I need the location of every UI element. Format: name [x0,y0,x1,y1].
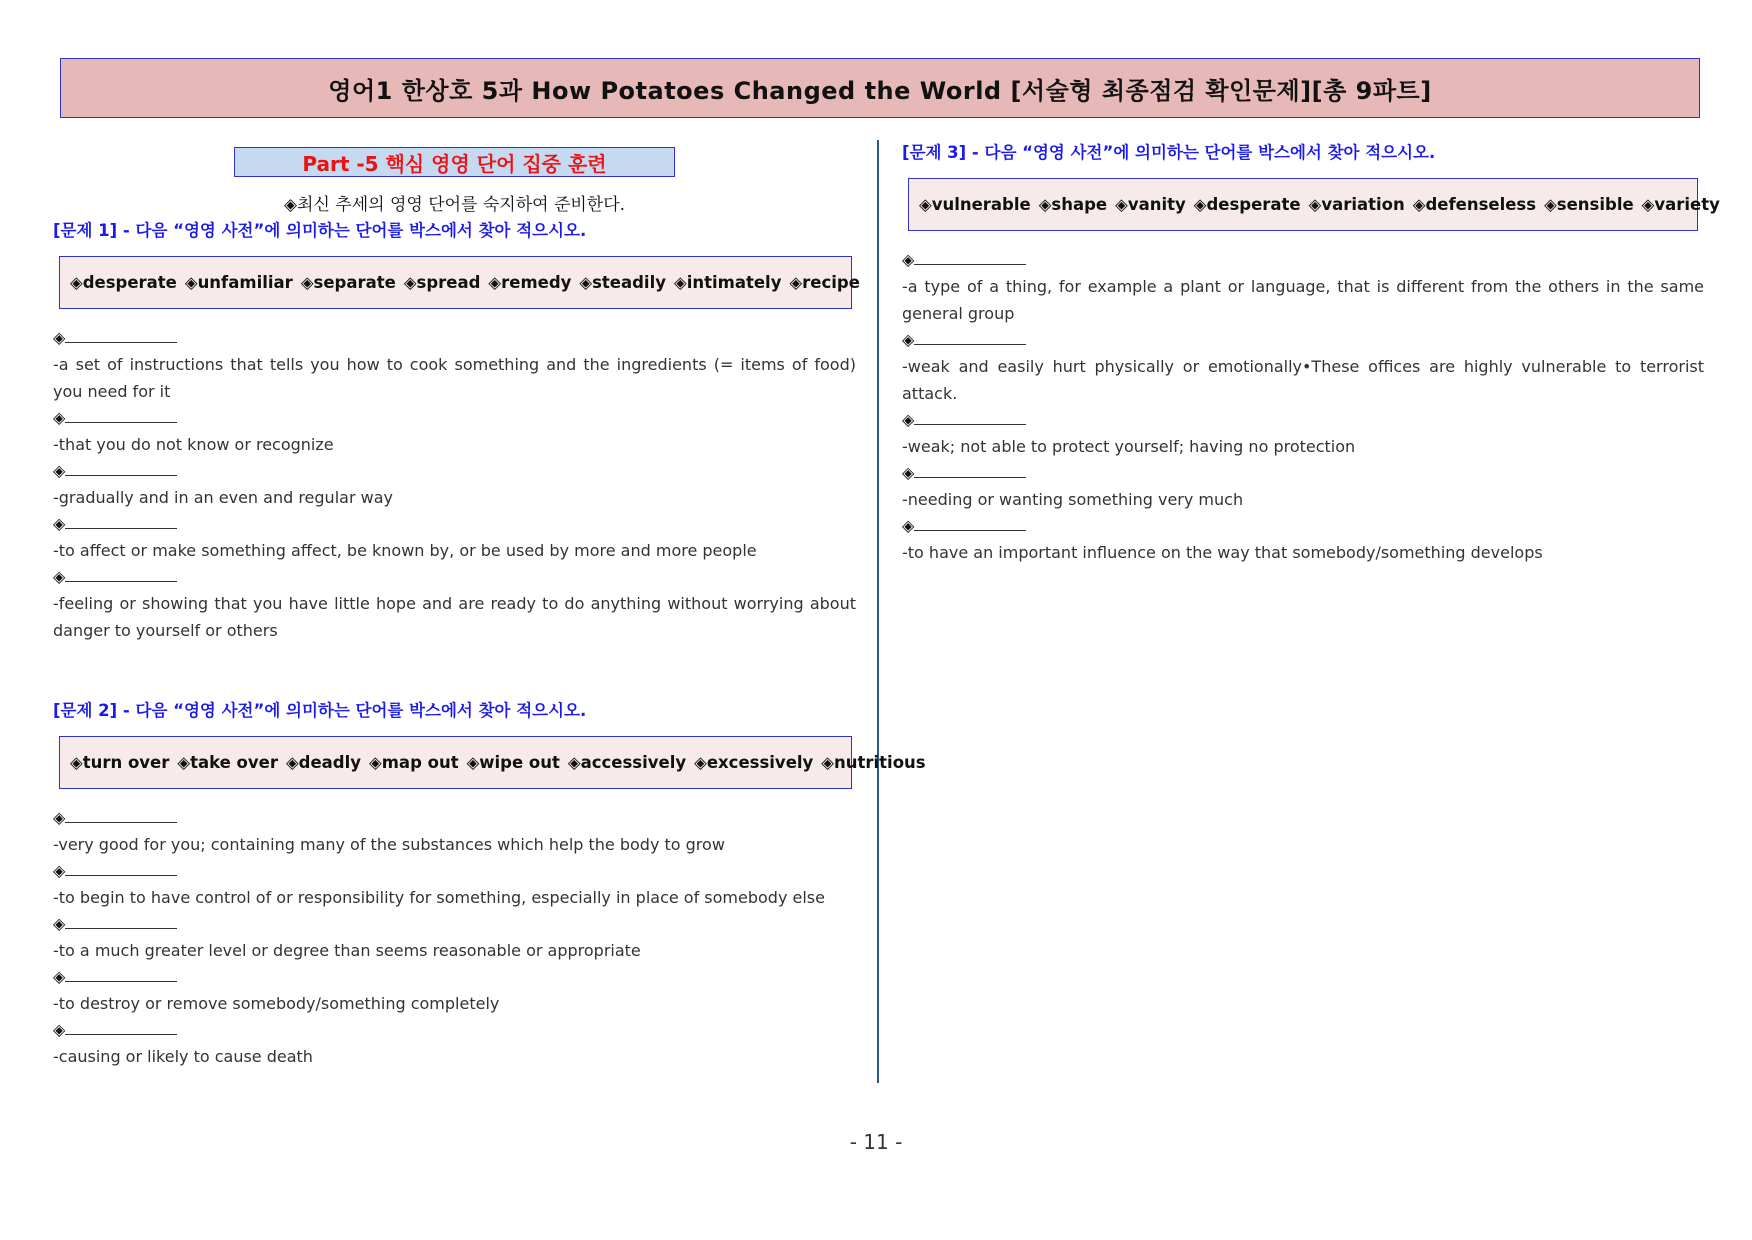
definition-text: -to destroy or remove somebody/something completely [53,994,500,1013]
question-item [53,858,856,911]
definition-text: -to have an important influence on the way that somebody/something develops [902,543,1543,562]
word-box-item: ◈take over [177,753,278,772]
definition-text: -causing or likely to cause death [53,1047,313,1066]
word-box-item: ◈separate [300,273,396,292]
definition-text: -to begin to have control of or responsibility for something, especially in place of somebody else [53,888,825,907]
word-box-item: ◈unfamiliar [184,273,293,292]
answer-blank[interactable]: ◈ [53,458,856,484]
word-box-item: ◈excessively [694,753,814,772]
question-item [902,513,1704,566]
left-column [53,140,926,1070]
answer-blank[interactable]: ◈ [53,858,856,884]
answer-blank[interactable]: ◈ [902,513,1704,539]
definition-text: -weak; not able to protect yourself; having no protection [902,437,1356,456]
answer-blank[interactable]: ◈ [902,247,1704,273]
word-box-item: ◈vulnerable [919,195,1031,214]
question-item [53,805,856,858]
answer-blank[interactable]: ◈ [902,327,1704,353]
word-box-item: ◈remedy [488,273,572,292]
answer-blank[interactable]: ◈ [53,405,856,431]
question-2 [53,698,926,1070]
question-item [53,911,856,964]
question-1-title: [문제 1] - 다음 “영영 사전”에 의미하는 단어를 박스에서 찾아 적으시오. [53,221,587,240]
word-box-item: ◈accessively [567,753,687,772]
definition-text: -a set of instructions that tells you how to cook something and the ingredients (= items of food) you need for it [53,355,856,401]
word-box-item: ◈vanity [1115,195,1186,214]
definition-text: -very good for you; containing many of the substances which help the body to grow [53,835,725,854]
word-box-item: ◈shape [1038,195,1108,214]
word-box-item: ◈map out [369,753,459,772]
word-box-item: ◈desperate [70,273,177,292]
question-item [53,458,856,511]
question-item [53,405,856,458]
page-number: - 11 - [849,1130,903,1154]
word-box-item: ◈desperate [1193,195,1301,214]
answer-blank[interactable]: ◈ [53,325,856,351]
word-box-item: ◈spread [403,273,481,292]
definition-text: -gradually and in an even and regular way [53,488,393,507]
definition-text: -needing or wanting something very much [902,490,1244,509]
word-box-item: ◈turn over [70,753,170,772]
definition-text: -a type of a thing, for example a plant or language, that is different from the others in the same general group [902,277,1704,323]
answer-blank[interactable]: ◈ [902,407,1704,433]
definition-text: -feeling or showing that you have little hope and are ready to do anything without worrying about danger to yourself or others [53,594,856,640]
word-box-item: ◈defenseless [1412,195,1537,214]
question-item [902,460,1704,513]
question-item [902,407,1704,460]
question-item [53,1017,856,1070]
question-2-word-box [59,736,926,789]
question-3-word-box [908,178,1720,231]
word-box-item: ◈intimately [674,273,782,292]
definition-text: -to affect or make something affect, be known by, or be used by more and more people [53,541,757,560]
word-box-item: ◈deadly [285,753,362,772]
definition-text: -weak and easily hurt physically or emotionally•These offices are highly vulnerable to terrorist attack. [902,357,1704,403]
answer-blank[interactable]: ◈ [53,964,856,990]
document-title: 영어1 한상호 5과 How Potatoes Changed the World [서술형 최종점검 확인문제][총 9파트] [60,58,1700,118]
right-column [902,140,1720,566]
question-3-title: [문제 3] - 다음 “영영 사전”에 의미하는 단어를 박스에서 찾아 적으시오. [902,143,1436,162]
part-label: Part -5 핵심 영영 단어 집중 훈련 [234,147,675,177]
question-item [902,327,1704,407]
word-box-item: ◈variation [1308,195,1405,214]
word-box-item: ◈variety [1641,195,1720,214]
question-3 [902,140,1720,566]
word-box-item: ◈wipe out [466,753,560,772]
question-2-title: [문제 2] - 다음 “영영 사전”에 의미하는 단어를 박스에서 찾아 적으시오. [53,701,587,720]
answer-blank[interactable]: ◈ [53,1017,856,1043]
answer-blank[interactable]: ◈ [53,805,856,831]
answer-blank[interactable]: ◈ [53,911,856,937]
question-1-word-box [59,256,860,309]
question-1 [53,218,860,644]
answer-blank[interactable]: ◈ [902,460,1704,486]
question-item [53,564,856,644]
question-item [53,964,856,1017]
answer-blank[interactable]: ◈ [53,564,856,590]
question-item [53,511,856,564]
definition-text: -to a much greater level or degree than seems reasonable or appropriate [53,941,641,960]
question-item [53,325,856,405]
word-box-item: ◈recipe [789,273,860,292]
intro-text: ◈최신 추세의 영영 단어를 숙지하여 준비한다. [283,195,626,215]
word-box-item: ◈steadily [579,273,666,292]
definition-text: -that you do not know or recognize [53,435,334,454]
column-divider [877,140,879,1083]
word-box-item: ◈sensible [1544,195,1634,214]
answer-blank[interactable]: ◈ [53,511,856,537]
word-box-item: ◈nutritious [821,753,926,772]
question-item [902,247,1704,327]
